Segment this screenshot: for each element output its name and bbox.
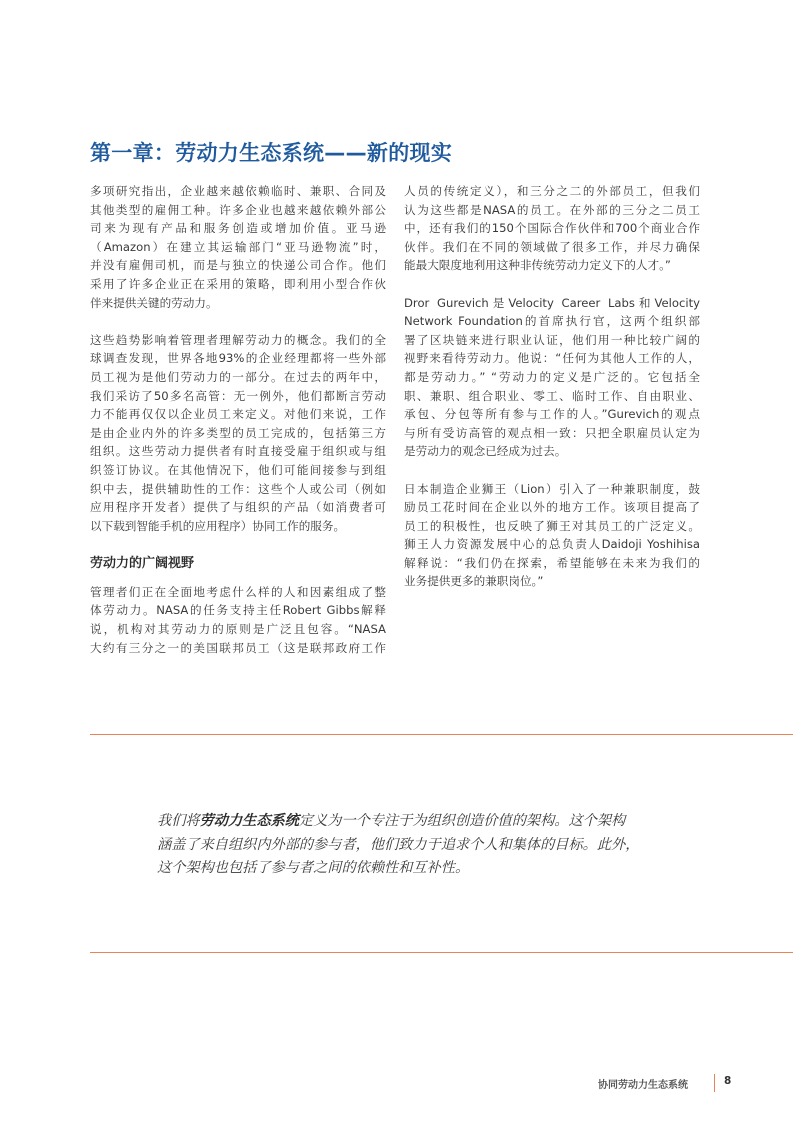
- text-line: 中，还有我们的150个国际合作伙伴和700个商业合作: [404, 221, 700, 236]
- text-line: 组织。这些劳动力提供者有时直接受雇于组织或与组: [90, 444, 386, 459]
- left-paragraph-2: [90, 331, 386, 536]
- text-line: 署了区块链来进行职业认证，他们用一种比较广阔的: [404, 332, 700, 347]
- text-line: （Amazon）在建立其运输部门“亚马逊物流”时，: [90, 239, 386, 254]
- quote-divider-top: [90, 734, 793, 735]
- text-line: 应用程序开发者）提供了与组织的产品（如消费者可: [90, 500, 386, 515]
- quote-line: 涵盖了来自组织内外部的参与者，他们致力于追求个人和集体的目标。此外，: [157, 836, 640, 853]
- text-line: 是由企业内外的许多类型的员工完成的，包括第三方: [90, 425, 386, 440]
- section-subheading: 劳动力的广阔视野: [90, 555, 195, 571]
- text-line: 狮王人力资源发展中心的总负责人Daidoji Yoshihisa: [404, 537, 700, 552]
- quote-divider-bottom: [90, 952, 793, 953]
- text-line: 员工的积极性，也反映了狮王对其员工的广泛定义。: [404, 518, 700, 533]
- text-line: 司来为现有产品和服务创造或增加价值。亚马逊: [90, 221, 386, 236]
- quote-line: 这个架构也包括了参与者之间的依赖性和互补性。: [157, 860, 470, 876]
- text-line: 励员工花时间在企业以外的地方工作。该项目提高了: [404, 500, 700, 515]
- text-line: 以下载到智能手机的应用程序）协同工作的服务。: [90, 518, 346, 533]
- left-paragraph-1: [90, 182, 386, 312]
- text-line: 视野来看待劳动力。他说：“任何为其他人工作的人，: [404, 351, 700, 366]
- chapter-title: 第一章：劳动力生态系统——新的现实: [90, 141, 453, 165]
- left-column: [90, 182, 386, 676]
- text-line: 业务提供更多的兼职岗位。”: [404, 574, 544, 589]
- page-number: 8: [724, 1075, 732, 1087]
- right-column: [404, 182, 700, 610]
- text-line: 说，机构对其劳动力的原则是广泛且包容。“NASA: [90, 622, 386, 637]
- right-paragraph-1: [404, 182, 700, 275]
- text-line: Network Foundation的首席执行官，这两个组织部: [404, 314, 700, 329]
- footer-separator: [714, 1074, 715, 1092]
- text-line: 人员的传统定义），和三分之二的外部员工，但我们: [404, 184, 700, 198]
- text-line: 员工视为是他们劳动力的一部分。在过去的两年中，: [90, 369, 386, 384]
- text-line: 能最大限度地利用这种非传统劳动力定义下的人才。”: [404, 258, 671, 273]
- text-line: 管理者们正在全面地考虑什么样的人和因素组成了整: [90, 584, 386, 599]
- text-line: 其他类型的雇佣工种。许多企业也越来越依赖外部公: [90, 202, 386, 217]
- right-paragraph-2: [404, 294, 700, 461]
- text-line: 织中去，提供辅助性的工作：这些个人或公司（例如: [90, 481, 386, 496]
- text-line: 多项研究指出，企业越来越依赖临时、兼职、合同及: [90, 184, 386, 198]
- text-line: 认为这些都是NASA的员工。在外部的三分之二员工: [404, 202, 700, 217]
- quote-text: 我们将: [157, 813, 200, 829]
- text-line: 伴来提供关键的劳动力。: [90, 295, 218, 310]
- text-line: 是劳动力的观念已经成为过去。: [404, 444, 567, 459]
- text-line: 日本制造企业狮王（Lion）引入了一种兼职制度，鼓: [404, 481, 700, 496]
- pull-quote: [157, 810, 717, 881]
- text-line: 这些趋势影响着管理者理解劳动力的概念。我们的全: [90, 332, 386, 347]
- left-paragraph-3: [90, 583, 386, 657]
- text-line: 力不能再仅仅以企业员工来定义。对他们来说，工作: [90, 407, 386, 422]
- text-line: 承包、分包等所有参与工作的人。”Gurevich的观点: [404, 407, 700, 422]
- text-line: 体劳动力。NASA的任务支持主任Robert Gibbs解释: [90, 603, 386, 618]
- footer-label: 协同劳动力生态系统: [598, 1080, 688, 1091]
- text-line: Dror Gurevich是Velocity Career Labs和Velocity: [404, 295, 700, 310]
- text-line: 采用了许多企业正在采用的策略，即利用小型合作伙: [90, 276, 386, 291]
- quote-line: [157, 810, 717, 834]
- text-line: 解释说：“我们仍在探索，希望能够在未来为我们的: [404, 555, 700, 570]
- text-line: 球调查发现，世界各地93%的企业经理都将一些外部: [90, 351, 386, 366]
- text-line: 大约有三分之一的美国联邦员工（这是联邦政府工作: [90, 640, 386, 655]
- right-paragraph-3: [404, 480, 700, 592]
- quote-text: 定义为一个专注于为组织创造价值的架构。这个架构: [298, 813, 626, 829]
- text-line: 都是劳动力。” “劳动力的定义是广泛的。它包括全: [404, 369, 700, 384]
- text-line: 伙伴。我们在不同的领域做了很多工作，并尽力确保: [404, 239, 700, 254]
- text-line: 职、兼职、组合职业、零工、临时工作、自由职业、: [404, 388, 700, 403]
- text-line: 我们采访了50多名高管：无一例外，他们都断言劳动: [90, 388, 386, 403]
- quote-emphasis: 劳动力生态系统: [199, 813, 299, 829]
- text-line: 织签订协议。在其他情况下，他们可能间接参与到组: [90, 462, 386, 477]
- text-line: 与所有受访高管的观点相一致：只把全职雇员认定为: [404, 425, 700, 440]
- text-line: 并没有雇佣司机，而是与独立的快递公司合作。他们: [90, 258, 386, 273]
